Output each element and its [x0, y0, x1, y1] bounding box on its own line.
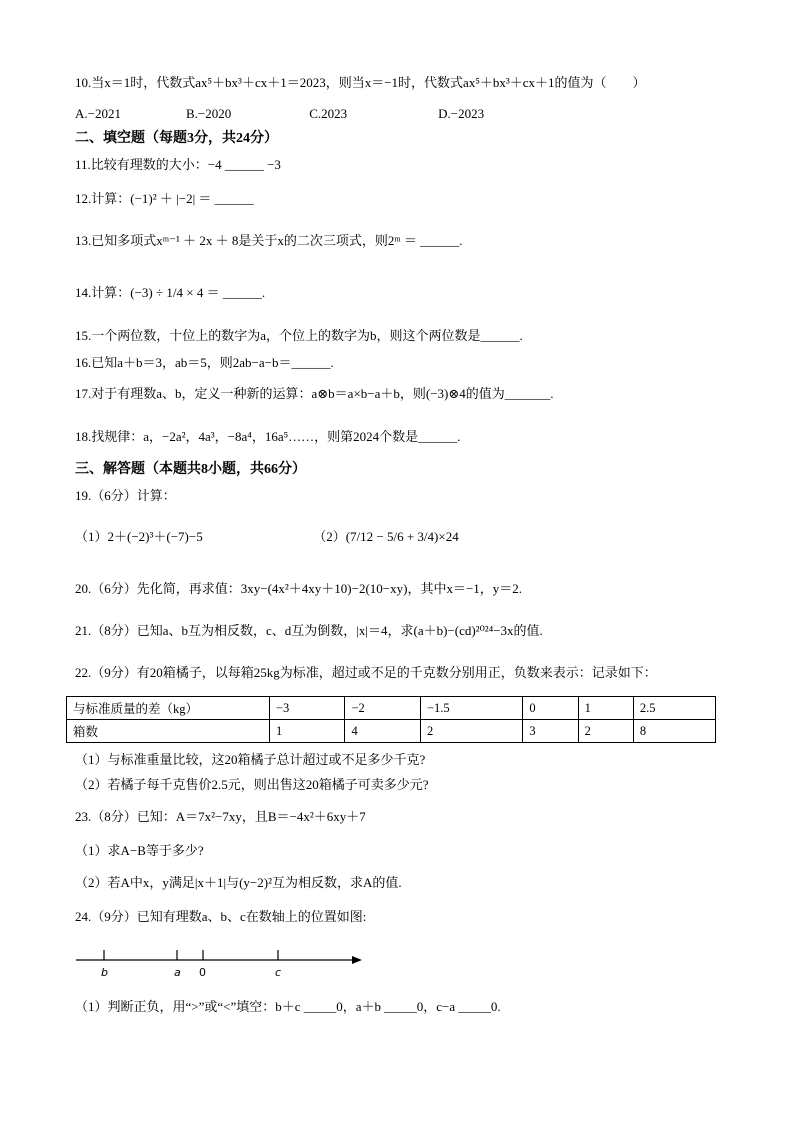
- table-cell: −1.5: [420, 697, 522, 720]
- question-22-part-1: （1）与标准重量比较，这20箱橘子总计超过或不足多少千克?: [75, 752, 426, 767]
- table-cell: 2.5: [633, 697, 715, 720]
- question-16: 16.已知a＋b＝3，ab＝5，则2ab−a−b＝______.: [75, 355, 334, 370]
- question-19-parts: （1）2＋(−2)³＋(−7)−5 （2）(7/12 − 5/6 + 3/4)×24: [75, 529, 459, 544]
- question-23-part-2: （2）若A中x，y满足|x＋1|与(y−2)²互为相反数，求A的值.: [75, 875, 402, 890]
- section-2-heading: 二、填空题（每题3分，共24分）: [75, 131, 278, 146]
- section-3-heading: 三、解答题（本题共8小题，共66分）: [75, 462, 306, 477]
- question-11: 11.比较有理数的大小：−4 ______ −3: [75, 157, 281, 172]
- question-15: 15.一个两位数，十位上的数字为a，个位上的数字为b，则这个两位数是______.: [75, 328, 523, 343]
- table-cell: 2: [578, 720, 633, 743]
- question-23: 23.（8分）已知：A＝7x²−7xy，且B＝−4x²＋6xy＋7: [75, 809, 366, 824]
- table-cell: 箱数: [67, 720, 270, 743]
- table-row: [67, 697, 716, 720]
- question-22: 22.（9分）有20箱橘子，以每箱25kg为标准，超过或不足的千克数分别用正，负数来表示：记录如下：: [75, 665, 657, 680]
- oranges-table: [66, 696, 716, 743]
- table-cell: −2: [345, 697, 420, 720]
- table-cell: 8: [633, 720, 715, 743]
- question-10-options: A.−2021 B.−2020 C.2023 D.−2023: [75, 106, 485, 121]
- table-cell: 4: [345, 720, 420, 743]
- table-cell: 3: [523, 720, 578, 743]
- question-14: 14.计算：(−3) ÷ 1/4 × 4 ＝ ______.: [75, 285, 266, 300]
- question-17: 17.对于有理数a、b，定义一种新的运算：a⊗b＝a×b−a＋b，则(−3)⊗4的值为_______.: [75, 386, 554, 401]
- number-line-label-a: a: [174, 966, 181, 979]
- question-10: 10.当x＝1时，代数式ax⁵＋bx³＋cx＋1＝2023，则当x＝−1时，代数式ax⁵＋bx³＋cx＋1的值为（ ）: [75, 75, 646, 90]
- question-24: 24.（9分）已知有理数a、b、c在数轴上的位置如图:: [75, 909, 367, 924]
- number-line-diagram: [72, 940, 372, 985]
- number-line-label-c: c: [275, 966, 282, 979]
- number-line-label-0: 0: [199, 966, 206, 979]
- question-12: 12.计算：(−1)² ＋ |−2| ＝ ______: [75, 191, 254, 206]
- table-row: [67, 720, 716, 743]
- table-cell: 与标准质量的差（kg）: [67, 697, 270, 720]
- table-cell: 1: [578, 697, 633, 720]
- question-13: 13.已知多项式xᵐ⁻¹ ＋ 2x ＋ 8是关于x的二次三项式，则2ᵐ ＝ ______.: [75, 233, 463, 248]
- question-20: 20.（6分）先化简，再求值：3xy−(4x²＋4xy＋10)−2(10−xy)，其中x＝−1，y＝2.: [75, 581, 523, 596]
- question-21: 21.（8分）已知a、b互为相反数，c、d互为倒数，|x|＝4，求(a＋b)−(cd)²⁰²⁴−3x的值.: [75, 623, 543, 638]
- question-22-part-2: （2）若橘子每千克售价2.5元，则出售这20箱橘子可卖多少元?: [75, 777, 429, 792]
- question-19: 19.（6分）计算：: [75, 488, 176, 503]
- table-cell: −3: [270, 697, 345, 720]
- question-24-part-1: （1）判断正负，用“>”或“<”填空：b＋c _____0，a＋b _____0，c−a _____0.: [75, 999, 501, 1014]
- table-cell: 2: [420, 720, 522, 743]
- number-line-label-b: b: [101, 966, 108, 979]
- table-cell: 1: [270, 720, 345, 743]
- question-18: 18.找规律：a，−2a²，4a³，−8a⁴，16a⁵……，则第2024个数是______.: [75, 429, 461, 444]
- table-cell: 0: [523, 697, 578, 720]
- question-23-part-1: （1）求A−B等于多少?: [75, 843, 204, 858]
